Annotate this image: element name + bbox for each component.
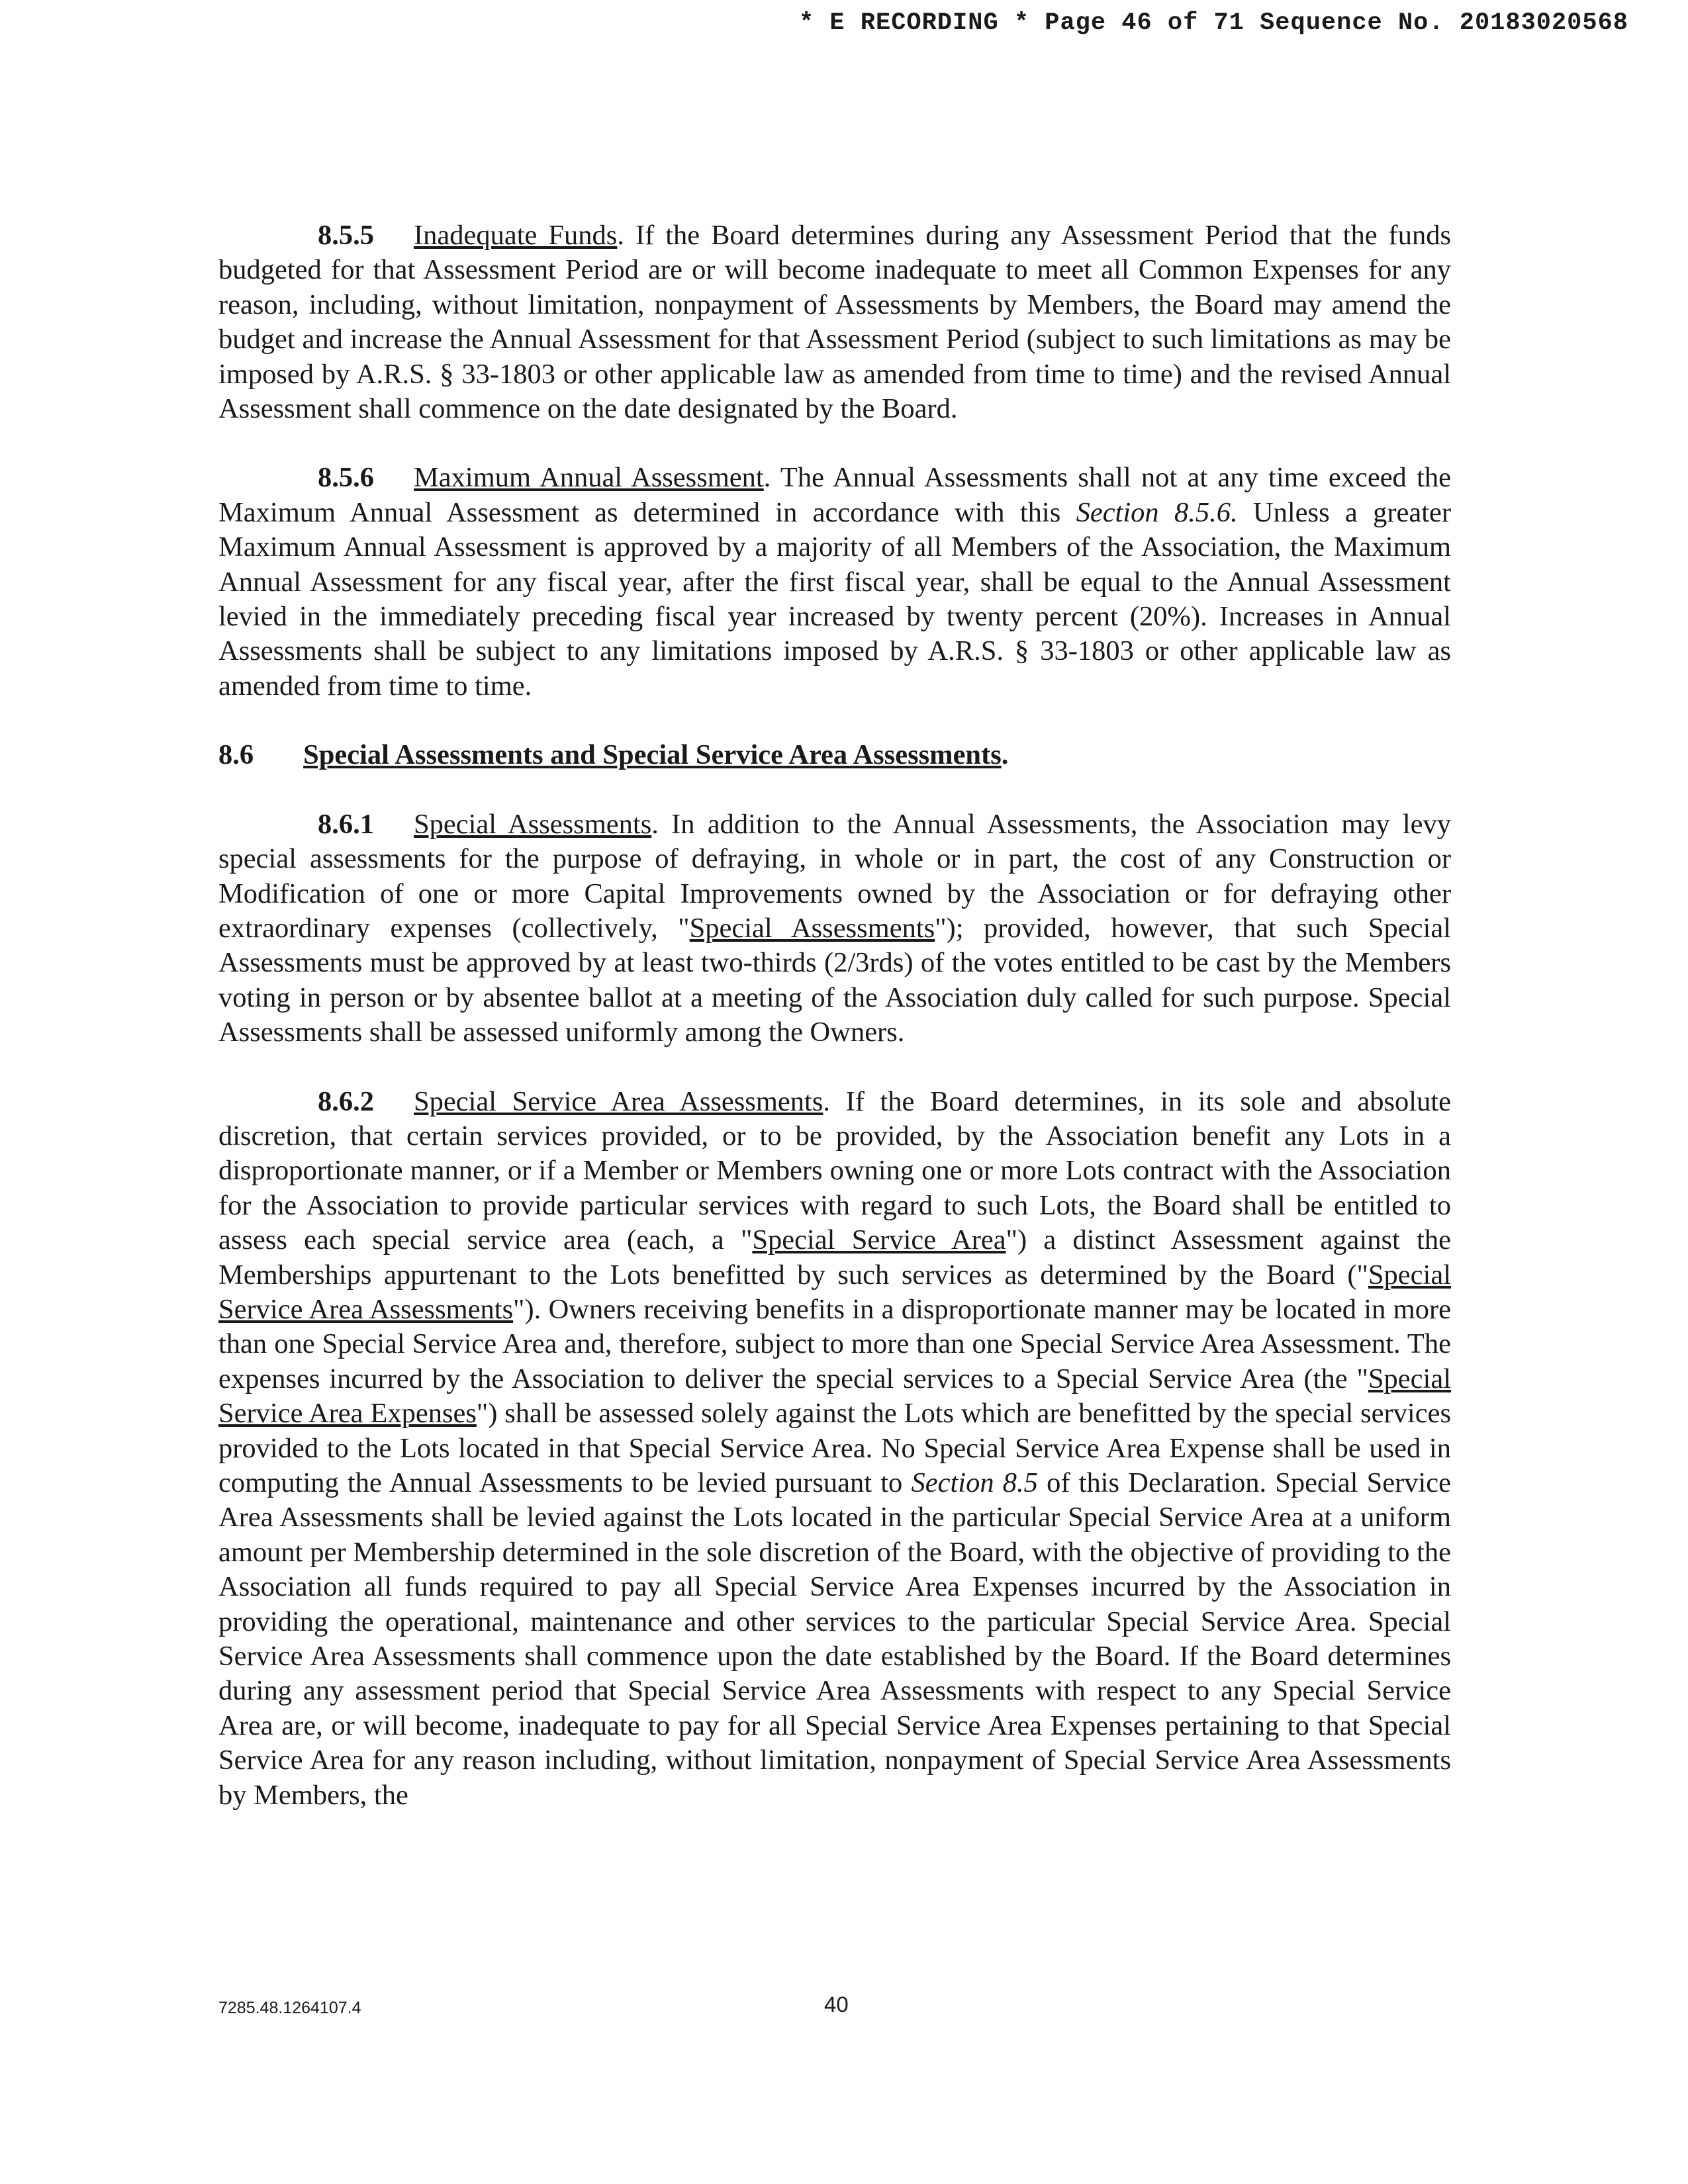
section-text: Unless a greater Maximum Annual Assessment is approved by a majority of all Members of the Association, the Maximum Annual Assessment for any fiscal year, after the first fiscal year, shall be equal to the Annual Assessment levied in the immediately preceding fiscal year increased by twenty percent (20%). Increases in Annual Assessments shall be subject to any limitations imposed by A.R.S. § 33-1803 or other applicable law as amended from time to time. <box>218 496 1452 702</box>
section-8-6-heading <box>218 738 1451 772</box>
section-reference: Section 8.5 <box>911 1467 1038 1498</box>
page-number: 40 <box>824 1992 849 2017</box>
section-8-6-2 <box>218 1085 1451 1813</box>
section-text: of this Declaration. Special Service Area Assessments shall be levied against the Lots located in the particular Special Service Area at a uniform amount per Membership determined in the sole discretion of the Board, with the objective of providing to the Association all funds required to pay all Special Service Area Expenses incurred by the Association in providing the operational, maintenance and other services to the particular Special Service Area. Special Service Area Assessments shall commence upon the date established by the Board. If the Board determines during any assessment period that Special Service Area Assessments with respect to any Special Service Area are, or will become, inadequate to pay for all Special Service Area Expenses pertaining to that Special Service Area for any reason including, without limitation, nonpayment of Special Service Area Assessments by Members, the <box>218 1467 1452 1811</box>
section-text: The Annual Assessments shall not at any time exceed the Maximum Annual Assessment as determined in accordance with this <box>218 462 1451 528</box>
section-text: "). Owners receiving benefits in a disproportionate manner may be located in more than one Special Service Area and, therefore, subject to more than one Special Service Area Assessment. The expenses incurred by the Association to deliver the special services to a Special Service Area (the " <box>218 1293 1451 1394</box>
section-reference: Section 8.5.6. <box>1076 496 1238 528</box>
title-punct: . <box>617 220 624 251</box>
section-number: 8.6 <box>218 739 254 771</box>
section-8-5-6 <box>218 461 1451 704</box>
section-number: 8.5.5 <box>318 220 374 251</box>
recording-stamp: * E RECORDING * Page 46 of 71 Sequence No. 20183020568 <box>799 9 1628 37</box>
section-number: 8.6.2 <box>318 1085 374 1117</box>
defined-term: Special Service Area Assessments <box>218 1259 1451 1325</box>
section-title: Special Service Area Assessments <box>414 1085 823 1117</box>
section-text: "); provided, however, that such Special Assessments must be approved by at least two-thirds (2/3rds) of the votes entitled to be cast by the Members voting in person or by absentee ballot at a meeting of the Association duly called for such purpose. Special Assessments shall be assessed uniformly among the Owners. <box>218 912 1451 1048</box>
title-punct: . <box>1001 739 1009 771</box>
title-punct: . <box>763 462 771 494</box>
section-8-5-5 <box>218 218 1451 426</box>
defined-term: Special Assessments <box>689 912 935 944</box>
section-title: Maximum Annual Assessment <box>414 462 764 494</box>
document-body <box>218 218 1451 1847</box>
section-8-6-1 <box>218 807 1451 1050</box>
section-number: 8.5.6 <box>318 462 374 494</box>
section-text: If the Board determines, in its sole and absolute discretion, that certain services provided, or to be provided, by the Association benefit any Lots in a disproportionate manner, or if a Member or Members owning one or more Lots contract with the Association for the Association to provide particular services with regard to such Lots, the Board shall be entitled to assess each special service area (each, a " <box>218 1085 1452 1256</box>
section-title: Inadequate Funds <box>414 220 618 251</box>
section-number: 8.6.1 <box>318 808 374 840</box>
section-title: Special Assessments and Special Service Area Assessments <box>303 739 1002 771</box>
section-text: ") shall be assessed solely against the Lots which are benefitted by the special services provided to the Lots located in that Special Service Area. No Special Service Area Expense shall be used in computing the Annual Assessments to be levied pursuant to <box>218 1398 1452 1498</box>
defined-term: Special Service Area Expenses <box>218 1363 1451 1430</box>
section-text: ") a distinct Assessment against the Memberships appurtenant to the Lots benefitted by such services as determined by the Board (" <box>218 1224 1451 1291</box>
title-punct: . <box>651 808 659 840</box>
title-punct: . <box>823 1085 830 1117</box>
document-id: 7285.48.1264107.4 <box>218 1999 361 2017</box>
section-text: In addition to the Annual Assessments, the Association may levy special assessments for the purpose of defraying, in whole or in part, the cost of any Construction or Modification of one or more Capital Improvements owned by the Association or for defraying other extraordinary expenses (collectively, " <box>218 808 1452 944</box>
defined-term: Special Service Area <box>752 1224 1006 1256</box>
section-title: Special Assessments <box>414 808 652 840</box>
section-text: If the Board determines during any Assessment Period that the funds budgeted for that Assessment Period are or will become inadequate to meet all Common Expenses for any reason, including, without limitation, nonpayment of Assessments by Members, the Board may amend the budget and increase the Annual Assessment for that Assessment Period (subject to such limitations as may be imposed by A.R.S. § 33-1803 or other applicable law as amended from time to time) and the revised Annual Assessment shall commence on the date designated by the Board. <box>218 220 1452 425</box>
